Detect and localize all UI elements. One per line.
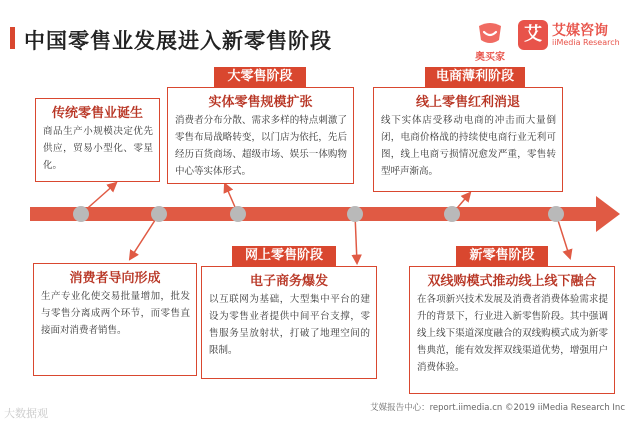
timeline-node xyxy=(444,206,460,222)
phase-label-ecommerce-thin-profit: 电商薄利阶段 xyxy=(425,67,525,87)
box-physical-retail-expansion xyxy=(167,87,354,184)
box-body: 商品生产小规模决定优先供应，贸易小型化、零星化。 xyxy=(43,126,153,171)
iimedia-logo-mark: 艾 xyxy=(518,20,548,50)
box-body: 生产专业化使交易批量增加，批发与零售分离成两个环节，而零售直接面对消费者销售。 xyxy=(41,291,190,336)
timeline-node xyxy=(73,206,89,222)
source-footer: 艾媒报告中心：report.iimedia.cn ©2019 iiMedia Research Inc xyxy=(370,403,625,413)
box-online-offline-fusion xyxy=(409,266,615,394)
jiemeijia-logo-text: 奥买家 xyxy=(475,52,505,63)
box-title: 电子商务爆发 xyxy=(249,274,328,289)
box-body: 在各项新兴技术发展及消费者消费体验需求提升的背景下，行业进入新零售阶段。其中强调线上线下渠道深度融合的双线购模式成为新零售典范，能有效发挥双线渠道优势，增强用户消费体验。 xyxy=(417,294,608,373)
box-title: 传统零售业诞生 xyxy=(51,106,143,121)
phase-label-big-retail: 大零售阶段 xyxy=(214,67,306,87)
box-title: 实体零售规模扩张 xyxy=(208,95,313,110)
timeline-bar xyxy=(30,207,598,221)
box-title: 消费者导向形成 xyxy=(69,271,161,286)
box-traditional-retail xyxy=(35,98,160,182)
timeline-node xyxy=(151,206,167,222)
box-consumer-oriented xyxy=(33,263,197,376)
timeline-arrowhead xyxy=(596,196,620,232)
watermark: 大数据观 xyxy=(4,407,48,420)
timeline-node xyxy=(230,206,246,222)
timeline-node xyxy=(548,206,564,222)
box-title: 线上零售红利消退 xyxy=(415,95,520,110)
box-ecommerce-boom xyxy=(201,266,377,379)
timeline-node xyxy=(347,206,363,222)
iimedia-logo-en: iiMedia Research xyxy=(552,38,620,47)
box-body: 以互联网为基础，大型集中平台的建设为零售业者提供中间平台支撑，零售服务呈放射状，打破了地理空间的限制。 xyxy=(209,294,370,356)
box-body: 线下实体店受移动电商的冲击而大量倒闭，电商价格战的持续使电商行业无利可图，线上电商亏损情况愈发严重，零售转型呼声渐高。 xyxy=(381,115,556,177)
phase-label-online-retail: 网上零售阶段 xyxy=(232,246,336,266)
box-online-bonus-fading xyxy=(373,87,563,192)
page-title: 中国零售业发展进入新零售阶段 xyxy=(24,29,332,53)
box-body: 消费者分布分散、需求多样的特点刺激了零售布局战略转变，以门店为依托，先后经历百货商场、超级市场、娱乐一体购物中心等实体形式。 xyxy=(175,115,347,177)
iimedia-logo-cn: 艾媒咨询 xyxy=(552,23,608,39)
phase-label-new-retail: 新零售阶段 xyxy=(456,246,548,266)
box-title: 双线购模式推动线上线下融合 xyxy=(427,274,597,289)
